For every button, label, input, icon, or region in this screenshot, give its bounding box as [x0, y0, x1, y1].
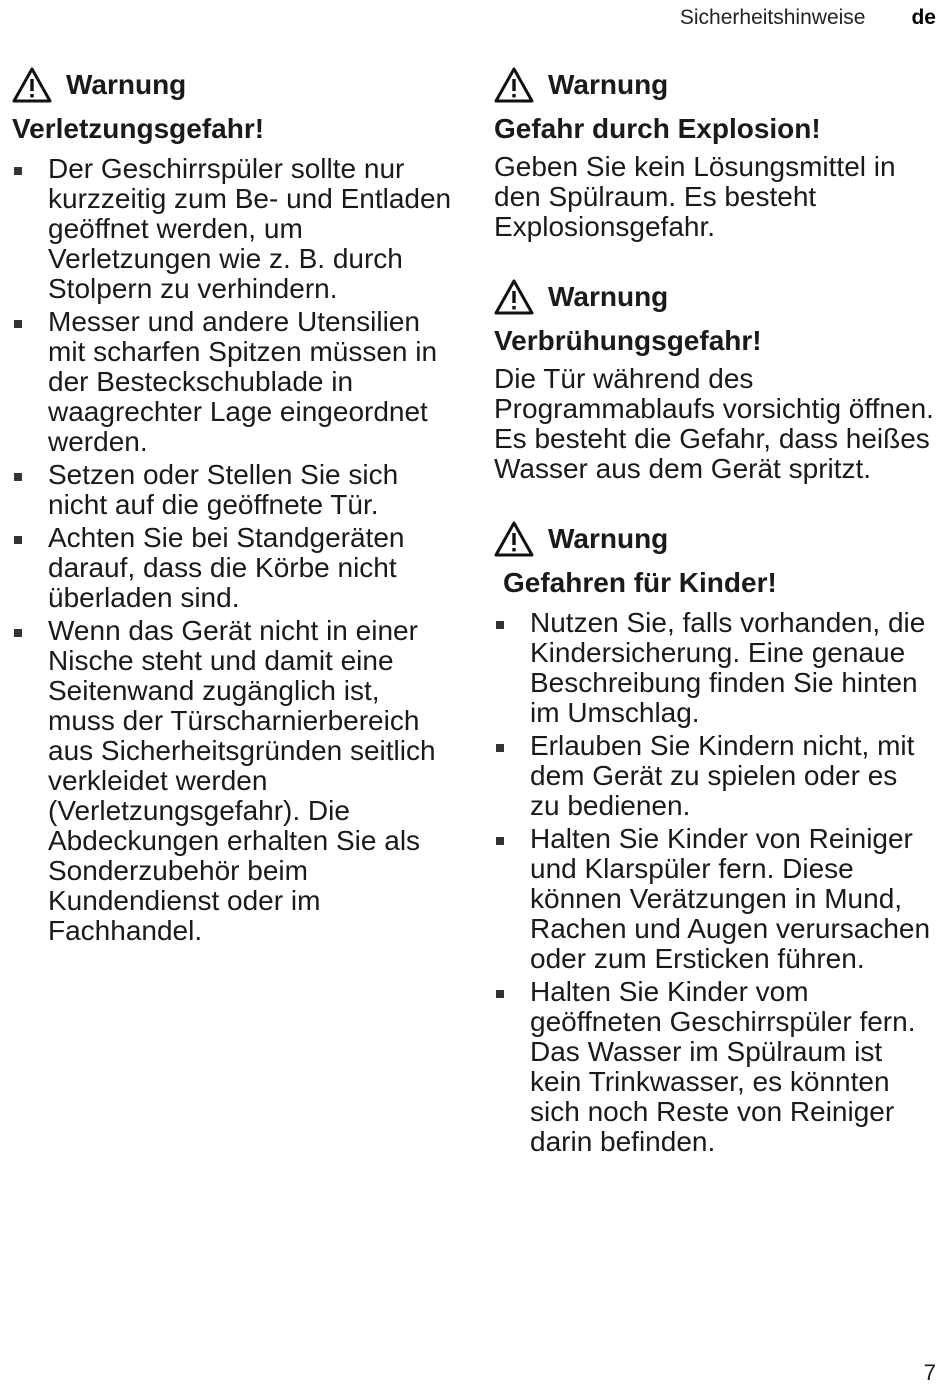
warning-triangle-icon — [494, 67, 534, 103]
warning-triangle-icon — [12, 67, 52, 103]
warning-block-injury — [12, 58, 452, 946]
warning-block-scalding — [494, 270, 934, 484]
warning-triangle-icon — [494, 521, 534, 557]
warning-label: Warnung — [548, 69, 669, 100]
list-item: Der Geschirrspüler sollte nur kurzzeitig zum Be- und Entladen geöffnet werden, um Verletzungen wie z. B. durch Stolpern zu verhindern. — [12, 154, 452, 304]
bullet-square-icon — [14, 536, 22, 544]
injury-list — [12, 154, 452, 946]
section-title: Sicherheitshinweise — [679, 6, 866, 29]
bullet-square-icon — [14, 629, 22, 637]
warning-heading — [12, 58, 452, 112]
bullet-square-icon — [14, 473, 22, 481]
page-number: 7 — [923, 1360, 936, 1385]
warning-title: Gefahr durch Explosion! — [494, 113, 821, 144]
list-item: Setzen oder Stellen Sie sich nicht auf die geöffnete Tür. — [12, 460, 452, 520]
language-code: de — [911, 6, 936, 29]
right-column — [494, 58, 934, 1185]
warning-text: Geben Sie kein Lösungsmittel in den Spülraum. Es besteht Explosionsgefahr. — [494, 151, 896, 242]
list-item: Erlauben Sie Kindern nicht, mit dem Gerät zu spielen oder es zu bedienen. — [494, 731, 934, 821]
bullet-square-icon — [14, 320, 22, 328]
warning-title: Verletzungsgefahr! — [12, 113, 265, 144]
list-item: Nutzen Sie, falls vorhanden, die Kindersicherung. Eine genaue Beschreibung finden Sie hinten im Umschlag. — [494, 608, 934, 728]
warning-heading — [494, 512, 934, 566]
warning-triangle-icon — [494, 279, 534, 315]
warning-text: Die Tür während des Programmablaufs vorsichtig öffnen. Es besteht die Gefahr, dass heißes Wasser aus dem Gerät spritzt. — [494, 363, 934, 484]
list-item: Wenn das Gerät nicht in einer Nische steht und damit eine Seitenwand zugänglich ist, muss der Türscharnierbereich aus Sicherheitsgründen seitlich verkleidet werden (Verletzungsgefahr). Die Abdeckungen erhalten Sie als Sonderzubehör beim Kundendienst oder im Fachhandel. — [12, 616, 452, 946]
warning-block-children — [494, 512, 934, 1157]
warning-label: Warnung — [66, 69, 187, 100]
bullet-square-icon — [14, 167, 22, 175]
warning-title: Verbrühungsgefahr! — [494, 325, 762, 356]
left-column — [12, 58, 452, 974]
bullet-square-icon — [496, 990, 504, 998]
list-item: Halten Sie Kinder von Reiniger und Klarspüler fern. Diese können Verätzungen in Mund, Rachen und Augen verursachen oder zum Ersticken führen. — [494, 824, 934, 974]
list-item: Messer und andere Utensilien mit scharfen Spitzen müssen in der Besteckschublade in waagrechter Lage eingeordnet werden. — [12, 307, 452, 457]
warning-label: Warnung — [548, 281, 669, 312]
list-item: Achten Sie bei Standgeräten darauf, dass die Körbe nicht überladen sind. — [12, 523, 452, 613]
warning-block-explosion — [494, 58, 934, 242]
warning-heading — [494, 270, 934, 324]
warning-heading — [494, 58, 934, 112]
bullet-square-icon — [496, 744, 504, 752]
bullet-square-icon — [496, 621, 504, 629]
list-item: Halten Sie Kinder vom geöffneten Geschirrspüler fern. Das Wasser im Spülraum ist kein Trinkwasser, es könnten sich noch Reste von Reiniger darin befinden. — [494, 977, 934, 1157]
bullet-square-icon — [496, 837, 504, 845]
warning-label: Warnung — [548, 523, 669, 554]
page-header — [680, 6, 936, 30]
warning-title: Gefahren für Kinder! — [503, 567, 777, 598]
children-list — [494, 608, 934, 1157]
